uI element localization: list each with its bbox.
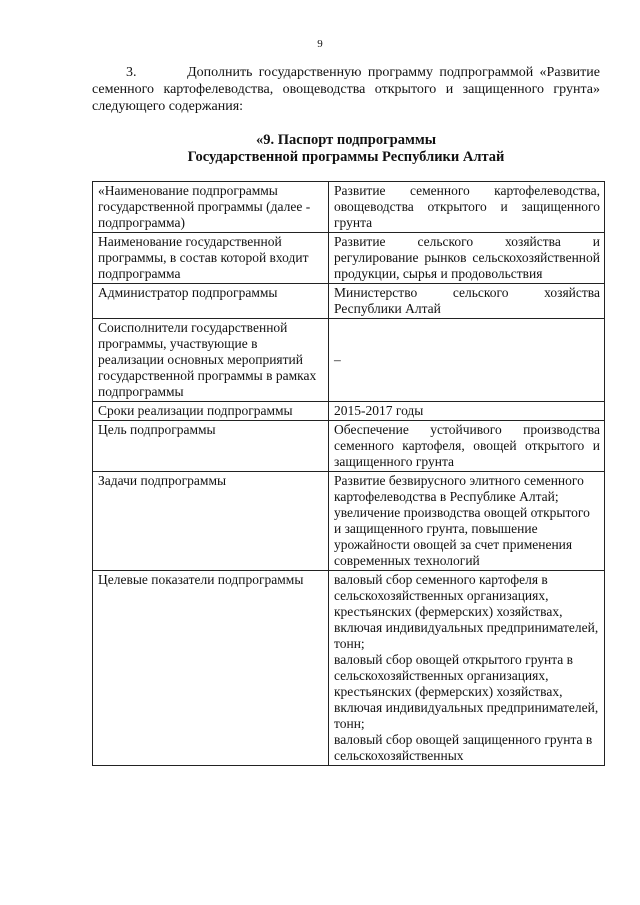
value-line: валовый сбор овощей защищенного грунта в сельскохозяйственных	[334, 732, 593, 763]
row-value: Министерство сельского хозяйства Республики Алтай	[329, 284, 605, 319]
table-row	[93, 233, 605, 284]
heading-line-2: Государственной программы Республики Алтай	[187, 149, 505, 165]
table-row	[93, 284, 605, 319]
row-label: Администратор подпрограммы	[93, 284, 329, 319]
row-label: Соисполнители государственной программы, участвующие в реализации основных мероприятий государственной программы в рамках подпрограммы	[93, 319, 329, 402]
row-value: Развитие сельского хозяйства и регулирование рынков сельскохозяйственной продукции, сырья и продовольствия	[329, 233, 605, 284]
row-label: Цель подпрограммы	[93, 421, 329, 472]
row-value: Развитие семенного картофелеводства, овощеводства открытого и защищенного грунта	[329, 182, 605, 233]
value-line: валовый сбор семенного картофеля в сельскохозяйственных организациях, крестьянских (фермерских) хозяйствах, включая индивидуальных предпринимателей, тонн;	[334, 572, 599, 651]
row-value	[329, 571, 605, 766]
row-label: Целевые показатели подпрограммы	[93, 571, 329, 766]
page-number: 9	[317, 38, 323, 50]
heading-line-1: «9. Паспорт подпрограммы	[255, 132, 437, 148]
intro-paragraph	[92, 64, 600, 115]
row-value: 2015-2017 годы	[329, 402, 605, 421]
row-label: «Наименование подпрограммы государственной программы (далее - подпрограмма)	[93, 182, 329, 233]
table-row	[93, 571, 605, 766]
row-label: Сроки реализации подпрограммы	[93, 402, 329, 421]
table-row	[93, 402, 605, 421]
passport-table	[92, 181, 605, 766]
value-line: Развитие безвирусного элитного семенного картофелеводства в Республике Алтай;	[334, 473, 584, 504]
table-row	[93, 319, 605, 402]
row-value	[329, 472, 605, 571]
value-line: увеличение производства овощей открытого и защищенного грунта, повышение урожайности овощей за счет применения современных технологий	[334, 505, 590, 568]
row-value: Обеспечение устойчивого производства семенного картофеля, овощей открытого и защищенного грунта	[329, 421, 605, 472]
value-line: валовый сбор овощей открытого грунта в сельскохозяйственных организациях, крестьянских (фермерских) хозяйствах, включая индивидуальных предпринимателей, тонн;	[334, 652, 599, 731]
table-row	[93, 421, 605, 472]
section-heading	[92, 132, 600, 166]
row-value: –	[329, 319, 605, 402]
row-label: Задачи подпрограммы	[93, 472, 329, 571]
table-row	[93, 182, 605, 233]
table-row	[93, 472, 605, 571]
intro-text: 3. Дополнить государственную программу подпрограммой «Развитие семенного картофелеводства, овощеводства открытого и защищенного грунта» следующего содержания:	[92, 65, 600, 114]
row-label: Наименование государственной программы, в состав которой входит подпрограмма	[93, 233, 329, 284]
